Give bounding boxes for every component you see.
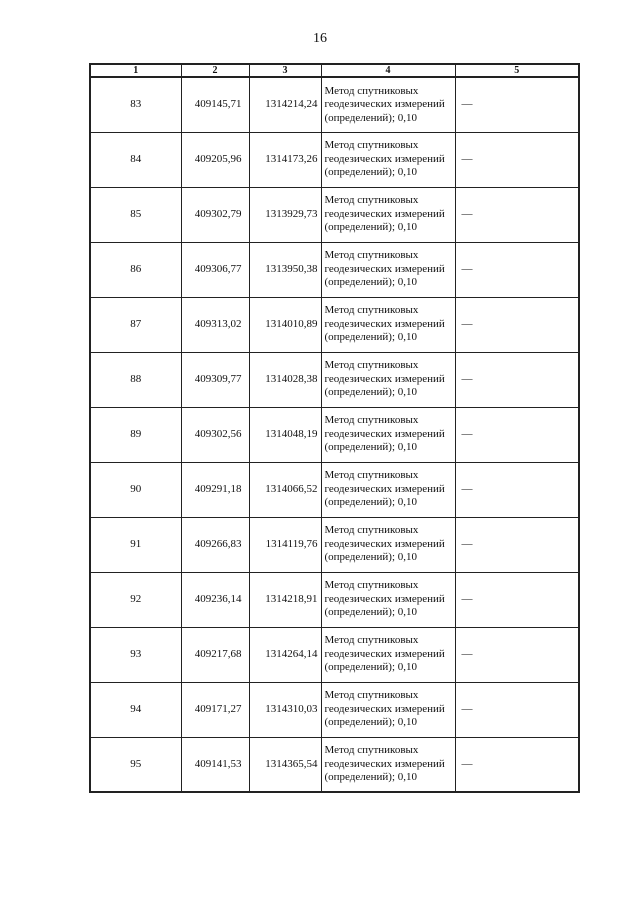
x-coordinate-cell: 409266,83: [181, 517, 249, 572]
method-cell: Метод спутниковых геодезических измерений (определений); 0,10: [321, 407, 455, 462]
x-coordinate-cell: 409205,96: [181, 132, 249, 187]
x-coordinate-cell: 409145,71: [181, 77, 249, 132]
table-row: [90, 407, 579, 462]
x-coordinate-cell: 409309,77: [181, 352, 249, 407]
y-coordinate-cell: 1314218,91: [249, 572, 321, 627]
note-cell: —: [455, 187, 579, 242]
x-coordinate-cell: 409141,53: [181, 737, 249, 792]
header-col-1: 1: [90, 64, 181, 77]
y-coordinate-cell: 1314173,26: [249, 132, 321, 187]
x-coordinate-cell: 409236,14: [181, 572, 249, 627]
x-coordinate-cell: 409302,79: [181, 187, 249, 242]
note-cell: —: [455, 627, 579, 682]
page-number: 16: [313, 31, 327, 46]
method-cell: Метод спутниковых геодезических измерений (определений); 0,10: [321, 187, 455, 242]
method-cell: Метод спутниковых геодезических измерений (определений); 0,10: [321, 77, 455, 132]
header-col-5: 5: [455, 64, 579, 77]
y-coordinate-cell: 1313950,38: [249, 242, 321, 297]
table-row: [90, 352, 579, 407]
method-cell: Метод спутниковых геодезических измерений (определений); 0,10: [321, 627, 455, 682]
method-cell: Метод спутниковых геодезических измерений (определений); 0,10: [321, 572, 455, 627]
point-number-cell: 90: [90, 462, 181, 517]
table-row: [90, 627, 579, 682]
point-number-cell: 92: [90, 572, 181, 627]
note-cell: —: [455, 352, 579, 407]
note-cell: —: [455, 132, 579, 187]
x-coordinate-cell: 409217,68: [181, 627, 249, 682]
method-cell: Метод спутниковых геодезических измерений (определений); 0,10: [321, 242, 455, 297]
point-number-cell: 84: [90, 132, 181, 187]
x-coordinate-cell: 409171,27: [181, 682, 249, 737]
note-cell: —: [455, 462, 579, 517]
table-row: [90, 297, 579, 352]
y-coordinate-cell: 1314028,38: [249, 352, 321, 407]
point-number-cell: 89: [90, 407, 181, 462]
method-cell: Метод спутниковых геодезических измерений (определений); 0,10: [321, 682, 455, 737]
x-coordinate-cell: 409313,02: [181, 297, 249, 352]
table-row: [90, 572, 579, 627]
table-row: [90, 77, 579, 132]
point-number-cell: 93: [90, 627, 181, 682]
y-coordinate-cell: 1314066,52: [249, 462, 321, 517]
point-number-cell: 83: [90, 77, 181, 132]
point-number-cell: 95: [90, 737, 181, 792]
note-cell: —: [455, 517, 579, 572]
method-cell: Метод спутниковых геодезических измерений (определений); 0,10: [321, 462, 455, 517]
y-coordinate-cell: 1314264,14: [249, 627, 321, 682]
table-row: [90, 187, 579, 242]
note-cell: —: [455, 77, 579, 132]
method-cell: Метод спутниковых геодезических измерений (определений); 0,10: [321, 297, 455, 352]
x-coordinate-cell: 409291,18: [181, 462, 249, 517]
note-cell: —: [455, 737, 579, 792]
point-number-cell: 91: [90, 517, 181, 572]
header-row: [90, 64, 579, 77]
method-cell: Метод спутниковых геодезических измерений (определений); 0,10: [321, 737, 455, 792]
method-cell: Метод спутниковых геодезических измерений (определений); 0,10: [321, 352, 455, 407]
x-coordinate-cell: 409302,56: [181, 407, 249, 462]
note-cell: —: [455, 407, 579, 462]
table-body: [90, 77, 579, 792]
point-number-cell: 87: [90, 297, 181, 352]
table-row: [90, 242, 579, 297]
method-cell: Метод спутниковых геодезических измерений (определений); 0,10: [321, 132, 455, 187]
header-col-2: 2: [181, 64, 249, 77]
header-col-4: 4: [321, 64, 455, 77]
y-coordinate-cell: 1313929,73: [249, 187, 321, 242]
y-coordinate-cell: 1314214,24: [249, 77, 321, 132]
point-number-cell: 85: [90, 187, 181, 242]
coordinates-table: [89, 63, 580, 793]
table-row: [90, 682, 579, 737]
note-cell: —: [455, 572, 579, 627]
y-coordinate-cell: 1314365,54: [249, 737, 321, 792]
x-coordinate-cell: 409306,77: [181, 242, 249, 297]
table-row: [90, 132, 579, 187]
point-number-cell: 94: [90, 682, 181, 737]
y-coordinate-cell: 1314310,03: [249, 682, 321, 737]
point-number-cell: 88: [90, 352, 181, 407]
y-coordinate-cell: 1314119,76: [249, 517, 321, 572]
point-number-cell: 86: [90, 242, 181, 297]
table-row: [90, 517, 579, 572]
table-row: [90, 737, 579, 792]
y-coordinate-cell: 1314010,89: [249, 297, 321, 352]
method-cell: Метод спутниковых геодезических измерений (определений); 0,10: [321, 517, 455, 572]
table-row: [90, 462, 579, 517]
table-header: [90, 64, 579, 77]
note-cell: —: [455, 297, 579, 352]
note-cell: —: [455, 242, 579, 297]
y-coordinate-cell: 1314048,19: [249, 407, 321, 462]
header-col-3: 3: [249, 64, 321, 77]
note-cell: —: [455, 682, 579, 737]
